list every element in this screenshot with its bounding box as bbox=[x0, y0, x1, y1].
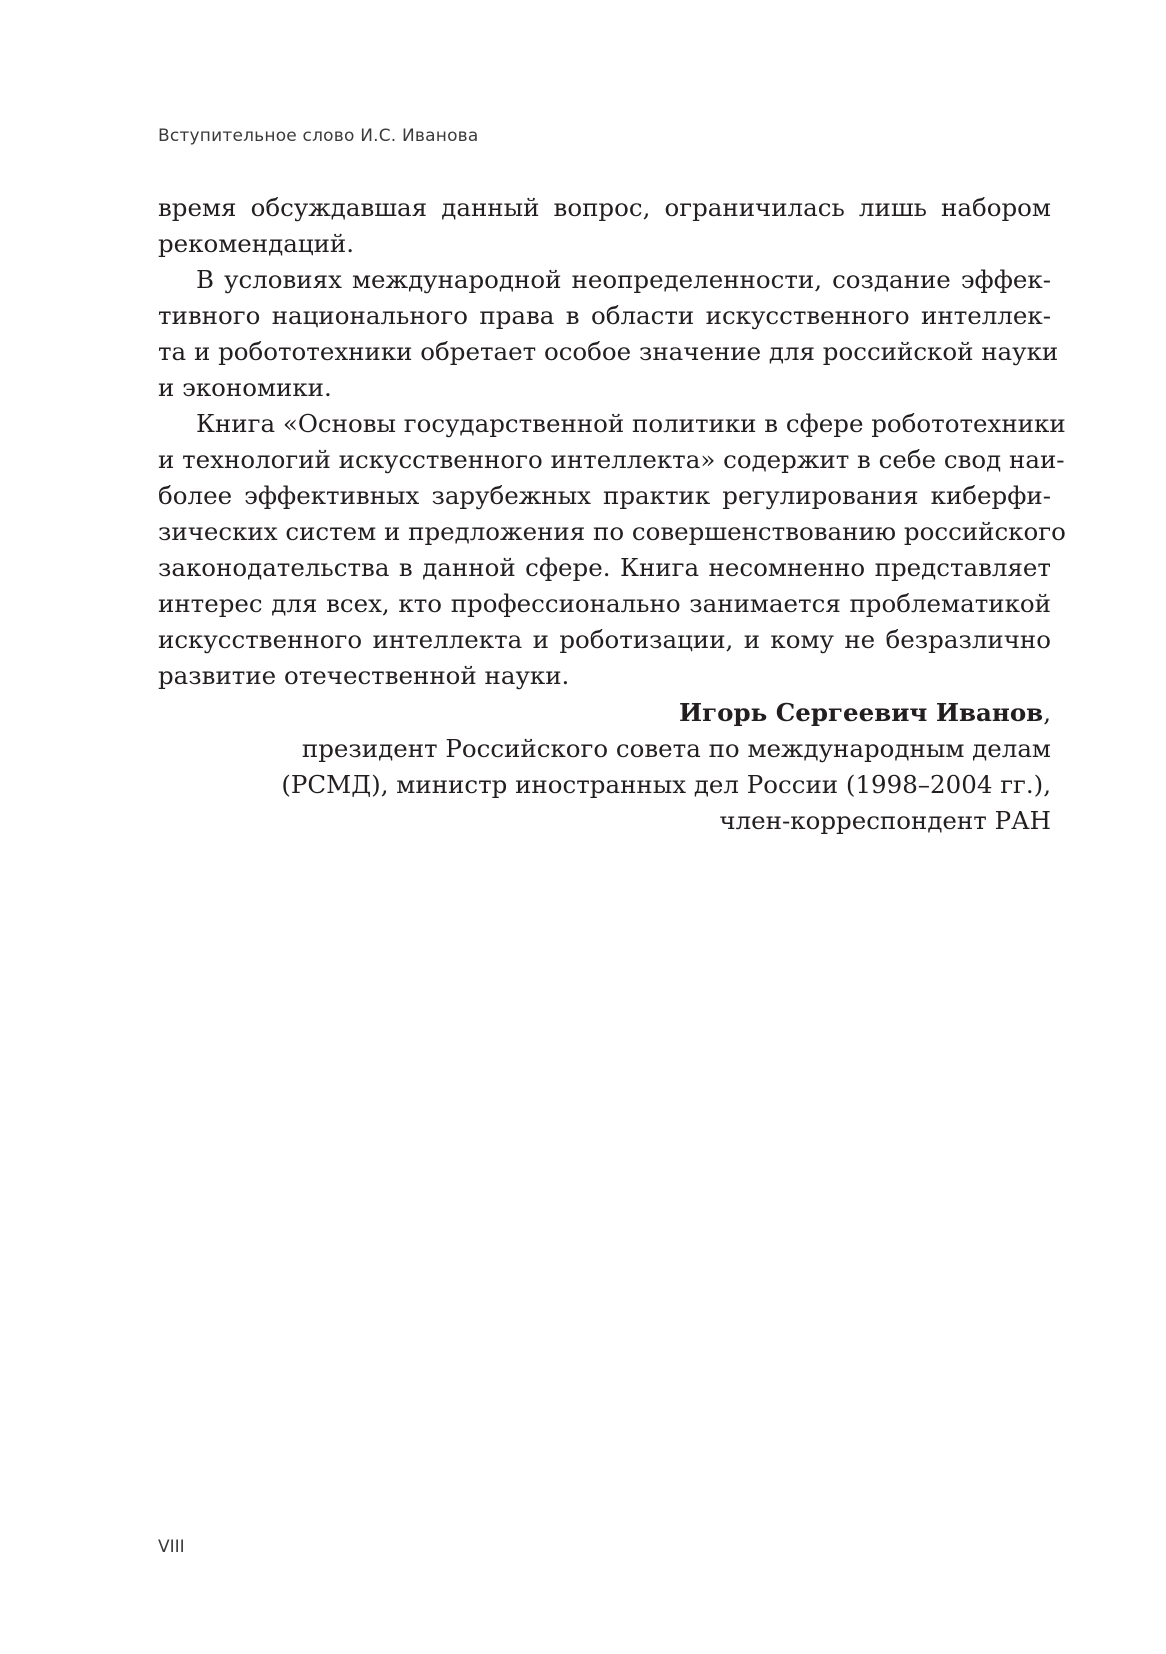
body-line: более эффективных зарубежных практик регулирования киберфи- bbox=[158, 481, 1051, 510]
body-line: интерес для всех, кто профессионально занимается проблематикой bbox=[158, 589, 1051, 618]
body-line: Книга «Основы государственной политики в сфере робототехники bbox=[196, 409, 1066, 438]
body-line: та и робототехники обретает особое значение для российской науки bbox=[158, 337, 1059, 366]
body-line: и технологий искусственного интеллекта» содержит в себе свод наи- bbox=[158, 445, 1065, 474]
signature-title: президент Российского совета по международным делам bbox=[301, 734, 1051, 763]
body-line: развитие отечественной науки. bbox=[158, 661, 570, 690]
body-line: тивного национального права в области искусственного интеллек- bbox=[158, 301, 1051, 330]
body-line: законодательства в данной сфере. Книга несомненно представляет bbox=[158, 553, 1051, 582]
signature-name: Игорь Сергеевич Иванов bbox=[679, 698, 1044, 727]
body-line: В условиях международной неопределенности, создание эффек- bbox=[196, 265, 1051, 294]
body-line: искусственного интеллекта и роботизации, и кому не безразлично bbox=[158, 625, 1051, 654]
body-line: рекомендаций. bbox=[158, 229, 355, 258]
running-head: Вступительное слово И.С. Иванова bbox=[158, 126, 479, 146]
signature-title: (РСМД), министр иностранных дел России (1998–2004 гг.), bbox=[281, 770, 1051, 799]
signature-block bbox=[281, 695, 1051, 839]
body-text bbox=[158, 190, 1066, 694]
signature-name-line bbox=[281, 695, 1051, 731]
signature-title: член-корреспондент РАН bbox=[719, 806, 1051, 835]
body-line: время обсуждавшая данный вопрос, ограничилась лишь набором bbox=[158, 193, 1051, 222]
signature-name-punct: , bbox=[1043, 698, 1051, 727]
body-line: и экономики. bbox=[158, 373, 332, 402]
page-number: VIII bbox=[158, 1537, 185, 1557]
body-line: зических систем и предложения по совершенствованию российского bbox=[158, 517, 1066, 546]
